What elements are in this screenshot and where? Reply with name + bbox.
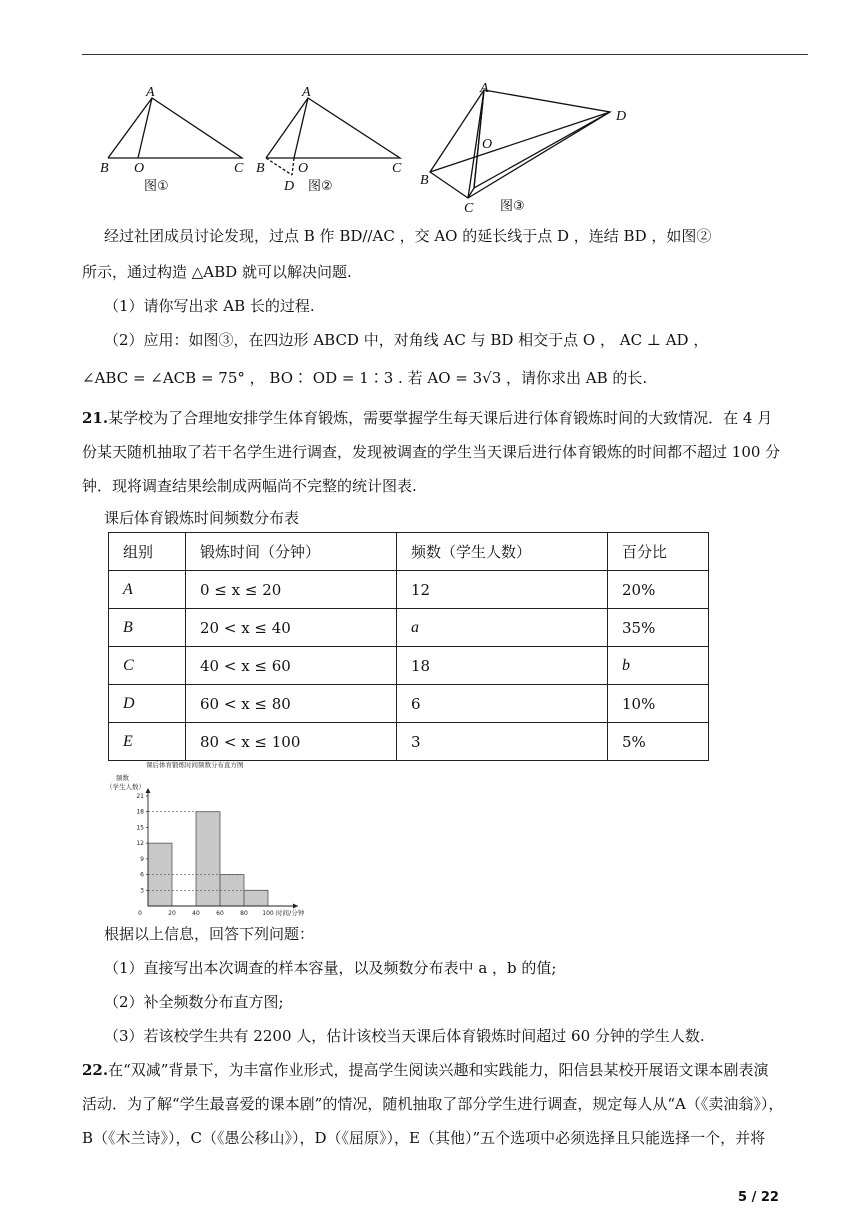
label-B: B — [256, 161, 265, 176]
label-B: B — [100, 161, 109, 176]
histogram-bar — [244, 890, 268, 906]
cell-group: E — [109, 723, 186, 761]
label-A: A — [480, 81, 489, 96]
y-tick-label: 15 — [136, 824, 144, 832]
x-tick-label: 100 — [262, 910, 274, 917]
histogram — [106, 760, 326, 920]
geometry-figures — [82, 78, 808, 218]
y-axis-arrow — [146, 788, 151, 793]
y-tick-label: 21 — [136, 793, 144, 800]
y-axis-label: 频数 — [116, 774, 129, 782]
cell-frequency: a — [397, 609, 608, 647]
fig3-caption: 图③ — [500, 199, 525, 214]
label-D: D — [616, 109, 627, 124]
cell-group: C — [109, 647, 186, 685]
cell-frequency: 3 — [397, 723, 608, 761]
q21-p1: （1）直接写出本次调查的样本容量，以及频数分布表中 a ，b 的值; — [104, 959, 557, 977]
cell-frequency: 18 — [397, 647, 608, 685]
header-time: 锻炼时间（分钟） — [186, 533, 397, 571]
cell-frequency: 12 — [397, 571, 608, 609]
header-frequency: 频数（学生人数） — [397, 533, 608, 571]
fig1-caption: 图① — [144, 179, 169, 194]
cell-group: B — [109, 609, 186, 647]
q21-p3: （3）若该校学生共有 2200 人，估计该校当天课后体育锻炼时间超过 60 分钟的学生人数. — [104, 1027, 705, 1045]
label-A: A — [146, 85, 155, 100]
table-title: 课后体育锻炼时间频数分布表 — [104, 509, 300, 527]
fig2-triangle — [266, 98, 400, 158]
cell-percent: b — [608, 647, 709, 685]
label-O: O — [298, 161, 309, 176]
cell-percent: 20% — [608, 571, 709, 609]
label-B: B — [420, 173, 429, 188]
cell-group: D — [109, 685, 186, 723]
q22-line3: B（《木兰诗》），C（《愚公移山》），D（《屈原》），E（其他）”五个选项中必须选择且只能选择一个，并将 — [82, 1129, 766, 1147]
cell-time: 80 < x ≤ 100 — [186, 723, 397, 761]
cell-frequency: 6 — [397, 685, 608, 723]
frequency-table — [108, 532, 709, 761]
q22-line1-wrap — [82, 1060, 810, 1080]
fig3-cd — [468, 112, 610, 198]
x-tick-label: 80 — [240, 910, 248, 917]
x-axis-arrow — [293, 904, 298, 909]
q21-after: 根据以上信息，回答下列问题： — [104, 925, 315, 943]
table-row — [109, 609, 709, 647]
y-tick-label: 6 — [140, 871, 144, 879]
figures-svg — [82, 78, 808, 218]
table-header-row — [109, 533, 709, 571]
fig2-caption: 图② — [308, 179, 333, 194]
table-row — [109, 647, 709, 685]
cell-percent: 35% — [608, 609, 709, 647]
q22-number: 22. — [82, 1061, 109, 1079]
cell-time: 40 < x ≤ 60 — [186, 647, 397, 685]
cell-time: 0 ≤ x ≤ 20 — [186, 571, 397, 609]
q21-p2: （2）补全频数分布直方图; — [104, 993, 284, 1011]
y-tick-label: 3 — [140, 887, 144, 895]
cell-percent: 5% — [608, 723, 709, 761]
q21-stem-line1 — [82, 408, 810, 428]
x-tick-label: 60 — [216, 910, 224, 917]
table-row — [109, 723, 709, 761]
table-row — [109, 685, 709, 723]
page-number: 5 / 22 — [738, 1190, 779, 1205]
cell-time: 20 < x ≤ 40 — [186, 609, 397, 647]
histogram-svg — [106, 760, 326, 920]
label-C: C — [234, 161, 244, 176]
label-A: A — [302, 85, 311, 100]
label-O: O — [482, 137, 493, 152]
x-tick-label: 0 — [138, 910, 142, 917]
label-C: C — [392, 161, 402, 176]
q21-stem2: 份某天随机抽取了若干名学生进行调查，发现被调查的学生当天课后进行体育锻炼的时间都不超过 100 分 — [82, 443, 781, 461]
q21-number: 21. — [82, 409, 109, 427]
table-row — [109, 571, 709, 609]
x-tick-label: 40 — [192, 910, 200, 917]
y-axis-label-unit: （学生人数） — [106, 783, 145, 791]
fig2-bd — [266, 158, 292, 175]
q21-stem1: 某学校为了合理地安排学生体育锻炼，需要掌握学生每天课后进行体育锻炼时间的大致情况．在 4 月 — [108, 409, 773, 427]
histogram-bar — [196, 812, 220, 906]
header-percent: 百分比 — [608, 533, 709, 571]
x-tick-label: 20 — [168, 910, 176, 917]
q20-part2: （2）应用：如图③，在四边形 ABCD 中，对角线 AC 与 BD 相交于点 O ， AC ⊥ AD ， — [104, 331, 709, 349]
fig2-extension — [292, 158, 294, 175]
q20-line1: 经过社团成员讨论发现，过点 B 作 BD//AC ，交 AO 的延长线于点 D ，连结 BD ，如图② — [104, 227, 712, 245]
q21-stem3: 钟．现将调查结果绘制成两幅尚不完整的统计图表. — [82, 477, 417, 495]
q20-line2: 所示，通过构造 △ABD 就可以解决问题. — [82, 263, 352, 281]
q20-part1: （1）请你写出求 AB 长的过程. — [104, 297, 315, 315]
header-group: 组别 — [109, 533, 186, 571]
y-tick-label: 18 — [136, 808, 144, 816]
x-axis-label: 时间/分钟 — [276, 909, 305, 917]
chart-title: 课后体育锻炼时间频数分布直方图 — [146, 761, 244, 769]
cell-percent: 10% — [608, 685, 709, 723]
q22-line1: 在“双减”背景下，为丰富作业形式，提高学生阅读兴趣和实践能力，阳信县某校开展语文课本剧表演 — [108, 1061, 769, 1079]
fig3-abd — [474, 90, 610, 188]
fig1-triangle — [108, 98, 242, 158]
cell-group: A — [109, 571, 186, 609]
label-C: C — [464, 201, 474, 216]
q22-line2: 活动．为了解“学生最喜爱的课本剧”的情况，随机抽取了部分学生进行调查，规定每人从“A（《卖油翁》）， — [82, 1095, 784, 1113]
label-D: D — [284, 179, 295, 194]
y-tick-label: 12 — [136, 840, 144, 848]
q20-part2b: ∠ABC = ∠ACB = 75° ， BO∶ OD = 1∶3 . 若 AO = 3√3 ，请你求出 AB 的长. — [82, 369, 648, 387]
header-rule — [82, 54, 808, 55]
y-tick-label: 9 — [140, 855, 144, 863]
cell-time: 60 < x ≤ 80 — [186, 685, 397, 723]
label-O: O — [134, 161, 145, 176]
